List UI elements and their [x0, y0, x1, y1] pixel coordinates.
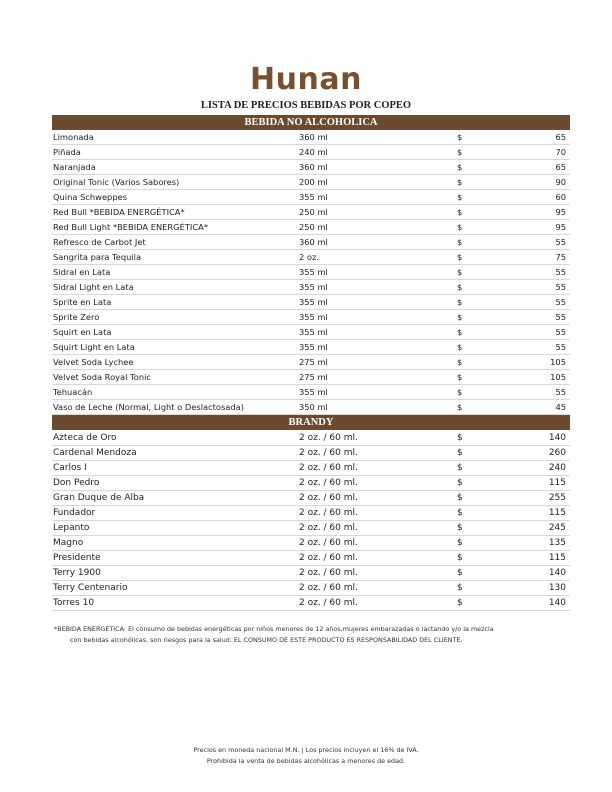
currency-symbol: $	[457, 177, 463, 187]
price-row	[52, 446, 570, 461]
item-size: 2 oz. / 60 ml.	[299, 433, 358, 443]
item-price: 55	[555, 297, 566, 307]
item-size: 355 ml	[299, 342, 328, 352]
item-price: 55	[555, 267, 566, 277]
currency-symbol: $	[457, 493, 463, 503]
currency-symbol: $	[457, 147, 463, 157]
item-size: 250 ml	[299, 222, 328, 232]
item-size: 355 ml	[299, 312, 328, 322]
item-price: 115	[548, 508, 566, 518]
item-name: Red Bull Light *BEBIDA ENERGÉTICA*	[53, 222, 208, 232]
item-size: 250 ml	[299, 207, 328, 217]
item-size: 2 oz.	[299, 252, 319, 262]
item-price: 140	[548, 433, 566, 443]
item-name: Magno	[53, 538, 84, 548]
item-size: 355 ml	[299, 267, 328, 277]
price-row	[52, 280, 570, 295]
item-price: 115	[548, 553, 566, 563]
item-size: 2 oz. / 60 ml.	[299, 448, 358, 458]
item-size: 2 oz. / 60 ml.	[299, 538, 358, 548]
item-size: 200 ml	[299, 177, 328, 187]
price-row	[52, 145, 570, 160]
item-size: 355 ml	[299, 297, 328, 307]
price-row	[52, 536, 570, 551]
currency-symbol: $	[457, 538, 463, 548]
item-name: Torres 10	[53, 598, 95, 608]
footer	[0, 745, 612, 767]
item-size: 275 ml	[299, 372, 328, 382]
item-name: Don Pedro	[53, 478, 100, 488]
currency-symbol: $	[457, 267, 463, 277]
price-row	[52, 220, 570, 235]
price-row	[52, 265, 570, 280]
price-row	[52, 476, 570, 491]
price-row	[52, 190, 570, 205]
section-header-no-alcoholica: BEBIDA NO ALCOHOLICA	[52, 115, 570, 130]
currency-symbol: $	[457, 132, 463, 142]
item-name: Lepanto	[53, 523, 90, 533]
item-name: Carlos I	[53, 463, 87, 473]
currency-symbol: $	[457, 523, 463, 533]
item-size: 2 oz. / 60 ml.	[299, 508, 358, 518]
item-name: Quina Schweppes	[53, 192, 128, 202]
item-size: 355 ml	[299, 387, 328, 397]
price-row	[52, 310, 570, 325]
item-size: 360 ml	[299, 237, 328, 247]
item-price: 70	[555, 147, 566, 157]
section-header-brandy: BRANDY	[52, 415, 570, 430]
item-size: 355 ml	[299, 282, 328, 292]
item-name: Terry Centenario	[53, 583, 128, 593]
price-row	[52, 340, 570, 355]
price-row	[52, 325, 570, 340]
item-name: Sidral Light en Lata	[53, 282, 134, 292]
currency-symbol: $	[457, 207, 463, 217]
currency-symbol: $	[457, 372, 463, 382]
item-price: 105	[550, 372, 566, 382]
price-row	[52, 596, 570, 611]
item-name: Refresco de Carbot Jet	[53, 237, 146, 247]
item-size: 355 ml	[299, 192, 328, 202]
item-price: 55	[555, 237, 566, 247]
item-price: 65	[555, 132, 566, 142]
item-price: 75	[555, 252, 566, 262]
item-name: Original Tonic (Varios Sabores)	[53, 177, 180, 187]
currency-symbol: $	[457, 583, 463, 593]
currency-symbol: $	[457, 433, 463, 443]
item-price: 240	[548, 463, 566, 473]
item-name: Velvet Soda Lychee	[53, 357, 134, 367]
item-price: 245	[548, 523, 566, 533]
price-row	[52, 205, 570, 220]
currency-symbol: $	[457, 508, 463, 518]
item-size: 275 ml	[299, 357, 328, 367]
item-name: Vaso de Leche (Normal, Light o Deslactosada)	[53, 402, 244, 412]
price-row	[52, 461, 570, 476]
item-name: Limonada	[53, 132, 94, 142]
item-price: 135	[548, 538, 566, 548]
item-size: 360 ml	[299, 132, 328, 142]
footer-line-2: Prohibida la venta de bebidas alcohólicas a menores de edad.	[206, 757, 406, 765]
price-row	[52, 295, 570, 310]
currency-symbol: $	[457, 252, 463, 262]
price-row	[52, 385, 570, 400]
price-row	[52, 491, 570, 506]
item-price: 95	[555, 207, 566, 217]
item-price: 65	[555, 162, 566, 172]
item-price: 115	[548, 478, 566, 488]
item-price: 140	[548, 568, 566, 578]
price-row	[52, 160, 570, 175]
item-price: 55	[555, 342, 566, 352]
item-name: Tehuacán	[53, 387, 93, 397]
currency-symbol: $	[457, 237, 463, 247]
item-name: Piñada	[53, 147, 81, 157]
currency-symbol: $	[457, 312, 463, 322]
item-size: 350 ml	[299, 402, 328, 412]
currency-symbol: $	[457, 162, 463, 172]
currency-symbol: $	[457, 327, 463, 337]
currency-symbol: $	[457, 192, 463, 202]
item-name: Sangrita para Tequila	[53, 252, 142, 262]
item-name: Cardenal Mendoza	[53, 448, 137, 458]
item-price: 95	[555, 222, 566, 232]
page-title: LISTA DE PRECIOS BEBIDAS POR COPEO	[200, 100, 412, 111]
currency-symbol: $	[457, 387, 463, 397]
no-alcoholica-list	[52, 130, 570, 415]
item-name: Terry 1900	[53, 568, 101, 578]
notice-line-2: con bebidas alcohólicas, son riesgos para la salud. EL CONSUMO DE ESTE PRODUCTO ES RESPONSABILIDAD DEL CLIENTE.	[70, 636, 463, 644]
item-name: Velvet Soda Royal Tonic	[53, 372, 151, 382]
item-name: Squirt en Lata	[53, 327, 112, 337]
item-price: 255	[548, 493, 566, 503]
price-row	[52, 566, 570, 581]
price-row	[52, 581, 570, 596]
price-row	[52, 521, 570, 536]
logo: Hunan	[250, 62, 362, 97]
price-row	[52, 400, 570, 415]
currency-symbol: $	[457, 568, 463, 578]
price-row	[52, 175, 570, 190]
notice-line-1: *BEBIDA ENERGÉTICA: El consumo de bebidas energéticas por niños menores de 12 años,mujeres embarazadas o lactando y/o la mezcla	[54, 625, 494, 633]
item-price: 60	[555, 192, 566, 202]
currency-symbol: $	[457, 357, 463, 367]
item-name: Sprite en Lata	[53, 297, 112, 307]
item-price: 55	[555, 327, 566, 337]
currency-symbol: $	[457, 402, 463, 412]
item-size: 2 oz. / 60 ml.	[299, 553, 358, 563]
energy-drink-notice	[54, 624, 566, 646]
price-row	[52, 235, 570, 250]
item-price: 45	[555, 402, 566, 412]
item-price: 260	[548, 448, 566, 458]
item-name: Azteca de Oro	[53, 433, 117, 443]
item-name: Squirt Light en Lata	[53, 342, 135, 352]
item-name: Fundador	[53, 508, 96, 518]
item-size: 240 ml	[299, 147, 328, 157]
item-size: 2 oz. / 60 ml.	[299, 598, 358, 608]
item-name: Red Bull *BEBIDA ENERGÉTICA*	[53, 207, 185, 217]
currency-symbol: $	[457, 463, 463, 473]
price-row	[52, 370, 570, 385]
footer-line-1: Precios en moneda nacional M.N. | Los precios incluyen el 16% de IVA.	[193, 746, 419, 754]
item-price: 55	[555, 387, 566, 397]
currency-symbol: $	[457, 448, 463, 458]
item-name: Sidral en Lata	[53, 267, 111, 277]
item-price: 140	[548, 598, 566, 608]
item-size: 2 oz. / 60 ml.	[299, 523, 358, 533]
item-size: 2 oz. / 60 ml.	[299, 463, 358, 473]
item-name: Naranjada	[53, 162, 96, 172]
item-name: Gran Duque de Alba	[53, 493, 145, 503]
item-price: 55	[555, 312, 566, 322]
item-size: 360 ml	[299, 162, 328, 172]
item-size: 2 oz. / 60 ml.	[299, 583, 358, 593]
item-size: 355 ml	[299, 327, 328, 337]
price-row	[52, 551, 570, 566]
item-name: Presidente	[53, 553, 101, 563]
brandy-list	[52, 431, 570, 611]
item-name: Sprite Zero	[53, 312, 100, 322]
item-size: 2 oz. / 60 ml.	[299, 478, 358, 488]
currency-symbol: $	[457, 297, 463, 307]
currency-symbol: $	[457, 598, 463, 608]
item-size: 2 oz. / 60 ml.	[299, 568, 358, 578]
item-price: 105	[550, 357, 566, 367]
currency-symbol: $	[457, 478, 463, 488]
item-price: 55	[555, 282, 566, 292]
price-row	[52, 355, 570, 370]
item-price: 90	[555, 177, 566, 187]
price-row	[52, 506, 570, 521]
currency-symbol: $	[457, 553, 463, 563]
price-row	[52, 431, 570, 446]
price-row	[52, 130, 570, 145]
item-size: 2 oz. / 60 ml.	[299, 493, 358, 503]
currency-symbol: $	[457, 342, 463, 352]
item-price: 130	[548, 583, 566, 593]
currency-symbol: $	[457, 282, 463, 292]
currency-symbol: $	[457, 222, 463, 232]
price-row	[52, 250, 570, 265]
